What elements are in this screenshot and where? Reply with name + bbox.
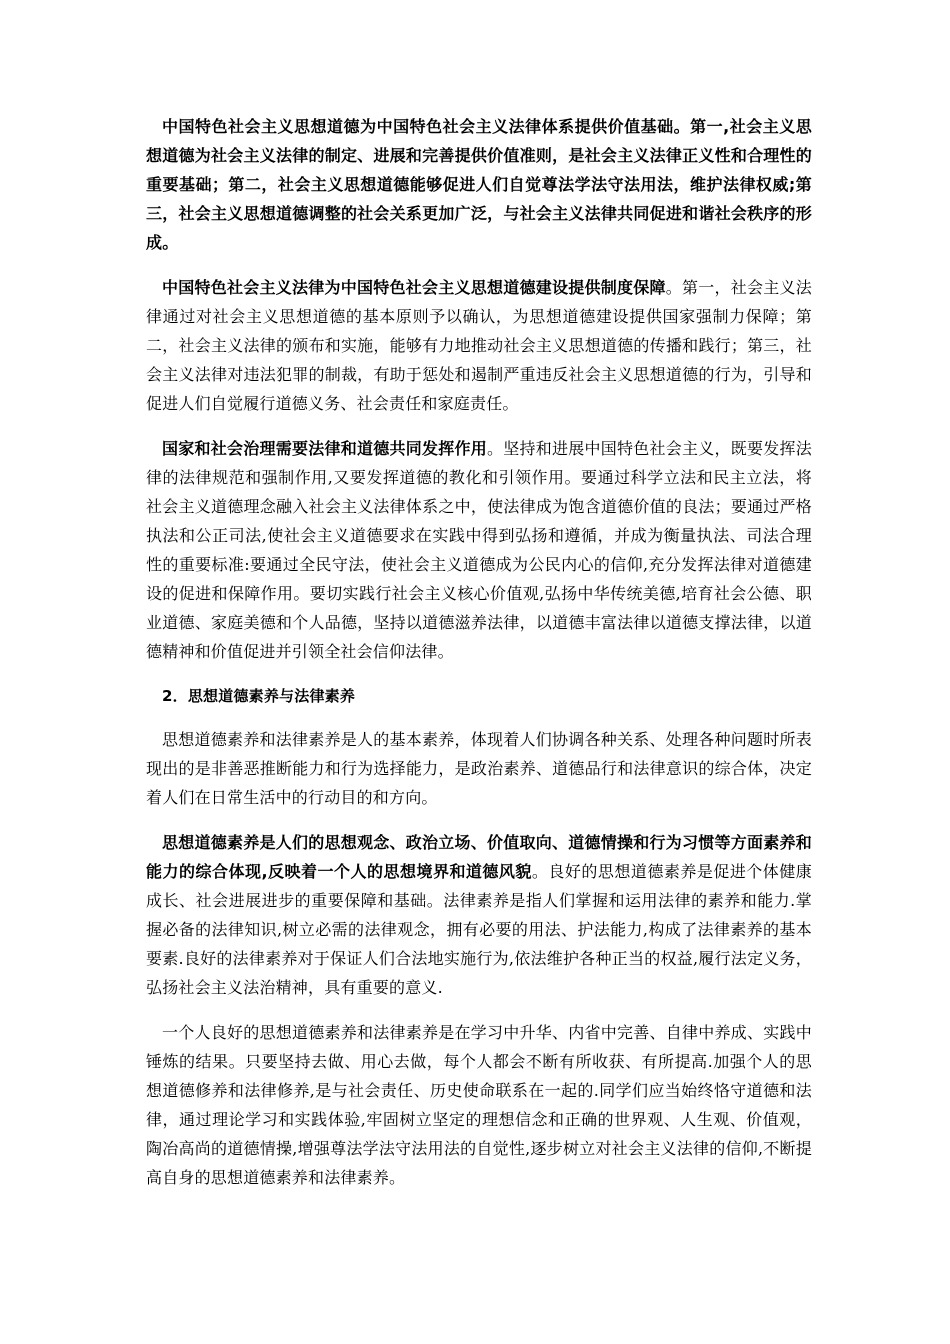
paragraph-lead: 国家和社会治理需要法律和道德共同发挥作用	[162, 439, 488, 458]
paragraph-governance	[146, 434, 812, 666]
paragraph-text: 。第一，社会主义法律通过对社会主义思想道德的基本原则予以确认，为思想道德建设提供国家强制力保障；第二，社会主义法律的颁布和实施，能够有力地推动社会主义思想道德的传播和践行；第三，社会主义法律对违法犯罪的制裁，有助于惩处和遏制严重违反社会主义思想道德的行为，引导和促进人们自觉履行道德义务、社会责任和家庭责任。	[146, 278, 812, 413]
paragraph-moral-quality-definition	[146, 828, 812, 1002]
paragraph-self-improvement: 一个人良好的思想道德素养和法律素养是在学习中升华、内省中完善、自律中养成、实践中锤炼的结果。只要坚持去做、用心去做，每个人都会不断有所收获、有所提高.加强个人的思想道德修养和法律修养,是与社会责任、历史使命联系在一起的.同学们应当始终恪守道德和法律，通过理论学习和实践体验,牢固树立坚定的理想信念和正确的世界观、人生观、价值观，陶冶高尚的道德情操,增强尊法学法守法用法的自觉性,逐步树立对社会主义法律的信仰,不断提高自身的思想道德素养和法律素养。	[146, 1023, 812, 1187]
paragraph-text: 。良好的思想道德素养是促进个体健康成长、社会进展进步的重要保障和基础。法律素养是指人们掌握和运用法律的素养和能力.掌握必备的法律知识,树立必需的法律观念，拥有必要的用法、护法能力,构成了法律素养的基本要素.良好的法律素养对于保证人们合法地实施行为,依法维护各种正当的权益,履行法定义务，弘扬社会主义法治精神，具有重要的意义.	[146, 862, 812, 997]
paragraph-law-institutional-guarantee	[146, 273, 812, 418]
paragraph-moral-value-basis: 中国特色社会主义思想道德为中国特色社会主义法律体系提供价值基础。第一,社会主义思想道德为社会主义法律的制定、进展和完善提供价值准则，是社会主义法律正义性和合理性的重要基础；第二，社会主义思想道德能够促进人们自觉尊法学法守法用法，维护法律权威;第三，社会主义思想道德调整的社会关系更加广泛，与社会主义法律共同促进和谐社会秩序的形成。	[146, 117, 812, 252]
paragraph-text: 。坚持和进展中国特色社会主义，既要发挥法律的法律规范和强制作用,又要发挥道德的教化和引领作用。要通过科学立法和民主立法，将社会主义道德理念融入社会主义法律体系之中，使法律成为饱含道德价值的良法；要通过严格执法和公正司法,使社会主义道德要求在实践中得到弘扬和遵循，并成为衡量执法、司法合理性的重要标准:要通过全民守法，使社会主义道德成为公民内心的信仰,充分发挥法律对道德建设的促进和保障作用。要切实践行社会主义核心价值观,弘扬中华传统美德,培育社会公德、职业道德、家庭美德和个人品德，坚持以道德滋养法律，以道德丰富法律以道德支撑法律，以道德精神和价值促进并引领全社会信仰法律。	[146, 439, 812, 661]
paragraph-basic-qualities: 思想道德素养和法律素养是人的基本素养，体现着人们协调各种关系、处理各种问题时所表现出的是非善恶推断能力和行为选择能力，是政治素养、道德品行和法律意识的综合体，决定着人们在日常生活中的行动目的和方向。	[146, 730, 812, 807]
document-body	[146, 112, 812, 1208]
paragraph-lead: 中国特色社会主义法律为中国特色社会主义思想道德建设提供制度保障	[162, 278, 666, 297]
paragraph-lead: 思想道德素养是人们的思想观念、政治立场、价值取向、道德情操和行为习惯等方面素养和能力的综合体现,反映着一个人的思想境界和道德风貌	[146, 833, 812, 881]
section-heading: 2．思想道德素养与法律素养	[162, 687, 356, 705]
